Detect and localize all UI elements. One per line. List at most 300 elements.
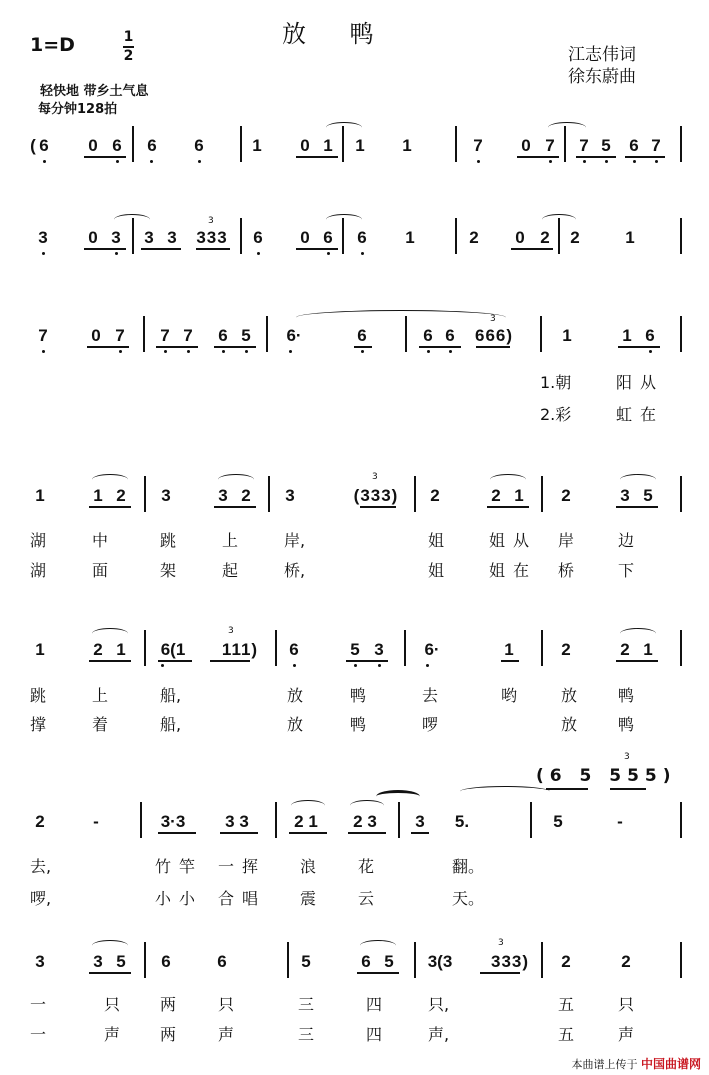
low-octave-dot	[289, 350, 292, 353]
upload-credit-text: 本曲谱上传于	[571, 1058, 638, 1071]
beam	[610, 788, 646, 790]
low-octave-dot	[164, 350, 167, 353]
note: 1	[643, 640, 653, 659]
note: 3·3	[160, 812, 186, 831]
beam	[419, 346, 461, 348]
lyric: 放	[561, 715, 578, 734]
note: 2	[621, 952, 631, 971]
triplet-notes: 333)	[490, 952, 530, 971]
slur	[291, 800, 325, 811]
beam	[289, 832, 327, 834]
triplet-notes: (6 5 555)	[536, 766, 677, 786]
note: 0	[515, 228, 525, 247]
note: 5	[301, 952, 311, 971]
low-octave-dot	[633, 160, 636, 163]
note: 2	[540, 228, 550, 247]
lyric: 着	[92, 715, 109, 734]
note: 3	[285, 486, 295, 505]
note: 3	[144, 228, 154, 247]
barline	[266, 316, 268, 352]
low-octave-dot	[477, 160, 480, 163]
song-title: 放 鸭	[282, 20, 392, 48]
note: 2	[35, 812, 45, 831]
barline	[530, 802, 532, 838]
note: 7	[579, 136, 589, 155]
triplet-mark: 3	[228, 626, 234, 636]
note: 2	[620, 640, 630, 659]
lyric: 三	[298, 995, 315, 1014]
low-octave-dot	[150, 160, 153, 163]
triplet-notes: 333	[196, 228, 228, 247]
lyric: 小小	[155, 889, 204, 908]
note: 3	[620, 486, 630, 505]
note: 7	[160, 326, 170, 345]
lyric: 起	[222, 561, 239, 580]
barline	[680, 126, 682, 162]
lyric: 声	[618, 1025, 635, 1044]
note: 1	[252, 136, 262, 155]
score-line-2	[0, 216, 709, 268]
low-octave-dot	[649, 350, 652, 353]
note: 6	[39, 136, 49, 155]
lyric: 云	[358, 889, 375, 908]
beam	[89, 660, 131, 662]
beam	[84, 156, 126, 158]
low-octave-dot	[549, 160, 552, 163]
beam	[411, 832, 429, 834]
lyric: 放	[287, 715, 304, 734]
verse-2-lyric: 虹在	[616, 405, 665, 424]
lyric: 啰	[422, 715, 439, 734]
note: 1	[625, 228, 635, 247]
lyric: 架	[160, 561, 177, 580]
verse-1-label: 1.朝	[540, 373, 572, 392]
beam	[296, 248, 338, 250]
lyric: 五	[558, 1025, 575, 1044]
lyric: 竹竿	[155, 857, 204, 876]
note: 6	[194, 136, 204, 155]
slur	[92, 940, 128, 951]
beam	[501, 660, 519, 662]
barline	[404, 630, 406, 666]
note: 6·	[286, 326, 302, 345]
lyric: 天。	[452, 889, 485, 908]
lyric: 一	[30, 995, 47, 1014]
note: 6·	[424, 640, 440, 659]
verse-1-lyric: 阳从	[616, 373, 665, 392]
low-octave-dot	[361, 252, 364, 255]
note: 1	[35, 486, 45, 505]
note: 6	[147, 136, 157, 155]
low-octave-dot	[42, 252, 45, 255]
low-octave-dot	[187, 350, 190, 353]
low-octave-dot	[361, 350, 364, 353]
triplet-mark: 3	[208, 216, 214, 226]
barline	[414, 476, 416, 512]
note: -	[93, 812, 99, 831]
note: 2	[93, 640, 103, 659]
lyric: 跳	[30, 686, 47, 705]
beam	[89, 506, 131, 508]
note: 6	[289, 640, 299, 659]
lyric: 跳	[160, 531, 177, 550]
beam	[220, 832, 258, 834]
note: -	[617, 812, 623, 831]
lyrics-row-7-verse-1	[0, 992, 709, 1014]
beam	[214, 346, 256, 348]
lyrics-row-6-verse-2	[0, 886, 709, 908]
note: 5.	[454, 812, 470, 831]
barline	[240, 218, 242, 254]
beam	[348, 832, 386, 834]
note: 5	[601, 136, 611, 155]
triplet-mark: 3	[498, 938, 504, 948]
note: 5	[350, 640, 360, 659]
low-octave-dot	[354, 664, 357, 667]
time-signature	[123, 30, 134, 64]
note: 3	[111, 228, 121, 247]
note: 6	[423, 326, 433, 345]
lyric: 花	[358, 857, 375, 876]
low-octave-dot	[222, 350, 225, 353]
low-octave-dot	[115, 252, 118, 255]
lyric: 鸭	[350, 715, 367, 734]
beam	[141, 248, 181, 250]
beam	[360, 506, 396, 508]
note: 1	[402, 136, 412, 155]
note: 0	[91, 326, 101, 345]
beam	[296, 156, 338, 158]
barline	[558, 218, 560, 254]
lyric: 去	[422, 686, 439, 705]
barline	[287, 942, 289, 978]
low-octave-dot	[426, 664, 429, 667]
beam	[625, 156, 665, 158]
note: 2	[570, 228, 580, 247]
note: 5	[241, 326, 251, 345]
note: 7	[473, 136, 483, 155]
beam	[480, 972, 520, 974]
score-line-3	[0, 314, 709, 366]
note: 7	[651, 136, 661, 155]
lyric: 上	[92, 686, 109, 705]
note: 1	[116, 640, 126, 659]
beam	[158, 660, 192, 662]
beam	[84, 248, 126, 250]
lyrics-row-6-verse-1	[0, 854, 709, 876]
beam	[576, 156, 616, 158]
lyric: 桥,	[284, 561, 306, 580]
lyric: 哟	[501, 686, 518, 705]
slur	[296, 310, 506, 325]
triplet-notes: 111)	[221, 640, 259, 659]
note: 3	[35, 952, 45, 971]
beam	[517, 156, 559, 158]
lyric: 船,	[160, 715, 182, 734]
note: 7	[545, 136, 555, 155]
barline	[680, 942, 682, 978]
note: 2	[469, 228, 479, 247]
barline	[132, 126, 134, 162]
lyric: 合唱	[218, 889, 267, 908]
triplet-mark: 3	[624, 752, 630, 762]
lyric: 只,	[428, 995, 450, 1014]
lyrics-row-4-verse-1	[0, 528, 709, 550]
lyric: 姐在	[489, 561, 538, 580]
barline	[268, 476, 270, 512]
note: 0	[521, 136, 531, 155]
note: 5	[384, 952, 394, 971]
lyric: 船,	[160, 686, 182, 705]
lyric: 放	[561, 686, 578, 705]
lyric: 边	[618, 531, 635, 550]
slur	[620, 474, 656, 485]
beam	[487, 506, 529, 508]
time-signature-bottom: 2	[123, 48, 134, 64]
barline	[342, 218, 344, 254]
note: 2	[561, 640, 571, 659]
lyric: 只	[104, 995, 121, 1014]
lyric: 翻。	[452, 857, 485, 876]
lyric: 四	[366, 1025, 383, 1044]
slur	[460, 786, 550, 797]
note: 3	[374, 640, 384, 659]
barline	[275, 802, 277, 838]
lyric: 岸,	[284, 531, 306, 550]
lyric: 鸭	[618, 715, 635, 734]
lyric: 湖	[30, 561, 47, 580]
lyric: 两	[160, 995, 177, 1014]
lyrics-row-5-verse-2	[0, 712, 709, 734]
expression-mark: 轻快地 带乡土气息	[40, 84, 149, 99]
score-line-4	[0, 472, 709, 526]
note: 2	[241, 486, 251, 505]
barline	[132, 218, 134, 254]
lyric: 姐	[428, 531, 445, 550]
low-octave-dot	[42, 350, 45, 353]
barline	[455, 218, 457, 254]
note: 6	[357, 228, 367, 247]
slur	[326, 122, 362, 133]
note: 3	[38, 228, 48, 247]
slur	[360, 940, 396, 951]
barline	[680, 316, 682, 352]
slur	[218, 474, 254, 485]
low-octave-dot	[198, 160, 201, 163]
note: 2	[491, 486, 501, 505]
tempo-mark: 每分钟128拍	[38, 102, 118, 117]
barline	[680, 802, 682, 838]
beam	[87, 346, 129, 348]
barline	[140, 802, 142, 838]
beam	[354, 346, 372, 348]
slur	[548, 122, 586, 133]
note: 1	[504, 640, 514, 659]
composer-credit: 徐东蔚曲	[568, 67, 636, 87]
lyric: 岸	[558, 531, 575, 550]
key-signature: 1=D	[30, 34, 75, 56]
barline	[541, 942, 543, 978]
lyrics-row-4-verse-2	[0, 558, 709, 580]
slur	[620, 628, 656, 639]
lyrics-row-5-verse-1	[0, 683, 709, 705]
note: 6	[323, 228, 333, 247]
barline	[405, 316, 407, 352]
low-octave-dot	[43, 160, 46, 163]
note: 6	[112, 136, 122, 155]
note: 6	[645, 326, 655, 345]
note: 1	[562, 326, 572, 345]
lyric: 鸭	[618, 686, 635, 705]
lyric: 鸭	[350, 686, 367, 705]
barline	[414, 942, 416, 978]
barline	[455, 126, 457, 162]
beam	[546, 788, 588, 790]
low-octave-dot	[427, 350, 430, 353]
note: 7	[38, 326, 48, 345]
lyric: 啰,	[30, 889, 52, 908]
note: 5	[553, 812, 563, 831]
barline	[680, 218, 682, 254]
slur	[92, 474, 128, 485]
note: 3	[415, 812, 425, 831]
low-octave-dot	[257, 252, 260, 255]
barline	[564, 126, 566, 162]
lyric: 面	[92, 561, 109, 580]
barline	[275, 630, 277, 666]
score-line-7	[0, 938, 709, 992]
lyric: 撑	[30, 715, 47, 734]
beam	[476, 346, 510, 348]
lyric: 五	[558, 995, 575, 1014]
lyric: 去,	[30, 857, 52, 876]
barline	[680, 476, 682, 512]
note: 3	[167, 228, 177, 247]
note: 1	[514, 486, 524, 505]
note: 1	[93, 486, 103, 505]
lyric: 中	[92, 531, 109, 550]
beam	[346, 660, 388, 662]
note: 7	[183, 326, 193, 345]
lyric: 上	[222, 531, 239, 550]
note: 6	[253, 228, 263, 247]
low-octave-dot	[245, 350, 248, 353]
upload-credit[interactable]	[571, 1055, 701, 1072]
beam	[210, 660, 250, 662]
note: 6	[445, 326, 455, 345]
beam	[618, 346, 660, 348]
barline	[144, 476, 146, 512]
lyric: 下	[618, 561, 635, 580]
lyric: 三	[298, 1025, 315, 1044]
beam	[158, 832, 196, 834]
score-line-5	[0, 626, 709, 680]
beam	[357, 972, 399, 974]
lyric: 震	[300, 889, 317, 908]
barline	[342, 126, 344, 162]
score-line-6	[0, 812, 709, 852]
beam	[616, 660, 658, 662]
low-octave-dot	[293, 664, 296, 667]
low-octave-dot	[161, 664, 164, 667]
lyric: 浪	[300, 857, 317, 876]
lyric: 一挥	[218, 857, 267, 876]
low-octave-dot	[327, 252, 330, 255]
beam	[196, 248, 230, 250]
low-octave-dot	[449, 350, 452, 353]
note: 6	[357, 326, 367, 345]
barline	[540, 316, 542, 352]
lyric: 姐	[428, 561, 445, 580]
note: 6	[361, 952, 371, 971]
lyric: 四	[366, 995, 383, 1014]
triplet-notes: (333)	[353, 486, 399, 505]
note: 2 1	[294, 812, 318, 831]
note: 2	[561, 486, 571, 505]
slur	[490, 474, 526, 485]
note: 2	[430, 486, 440, 505]
barline	[240, 126, 242, 162]
low-octave-dot	[655, 160, 658, 163]
score-line-1	[0, 136, 709, 176]
note: 6(1	[160, 640, 186, 659]
beam	[89, 972, 131, 974]
low-octave-dot	[605, 160, 608, 163]
low-octave-dot	[116, 160, 119, 163]
note: 3	[93, 952, 103, 971]
note: 2	[561, 952, 571, 971]
barline	[144, 942, 146, 978]
low-octave-dot	[583, 160, 586, 163]
note: 1	[405, 228, 415, 247]
note: 1	[323, 136, 333, 155]
paren-open: (	[30, 136, 36, 155]
lyric: 姐从	[489, 531, 538, 550]
site-logo: 中国曲谱网	[640, 1057, 701, 1071]
note: 5	[116, 952, 126, 971]
slur	[326, 214, 362, 225]
lyric: 只	[618, 995, 635, 1014]
note: 6	[629, 136, 639, 155]
lyric: 湖	[30, 531, 47, 550]
note: 6	[217, 952, 227, 971]
lyric: 声,	[428, 1025, 450, 1044]
note: 0	[88, 228, 98, 247]
lyric: 放	[287, 686, 304, 705]
barline	[143, 316, 145, 352]
barline	[680, 630, 682, 666]
slur	[92, 628, 128, 639]
beam	[511, 248, 553, 250]
note: 5	[643, 486, 653, 505]
lyric: 一	[30, 1025, 47, 1044]
note: 1	[622, 326, 632, 345]
note: 3	[161, 486, 171, 505]
note: 3	[218, 486, 228, 505]
lyric: 两	[160, 1025, 177, 1044]
beam	[156, 346, 198, 348]
lyric: 声	[218, 1025, 235, 1044]
note: 1	[35, 640, 45, 659]
lyric: 只	[218, 995, 235, 1014]
verse-2-label: 2.彩	[540, 405, 572, 424]
lyric: 桥	[558, 561, 575, 580]
note: 1	[355, 136, 365, 155]
time-signature-top: 1	[123, 29, 134, 45]
triplet-notes: 666)	[474, 326, 514, 345]
note: 2 3	[353, 812, 377, 831]
barline	[398, 802, 400, 838]
